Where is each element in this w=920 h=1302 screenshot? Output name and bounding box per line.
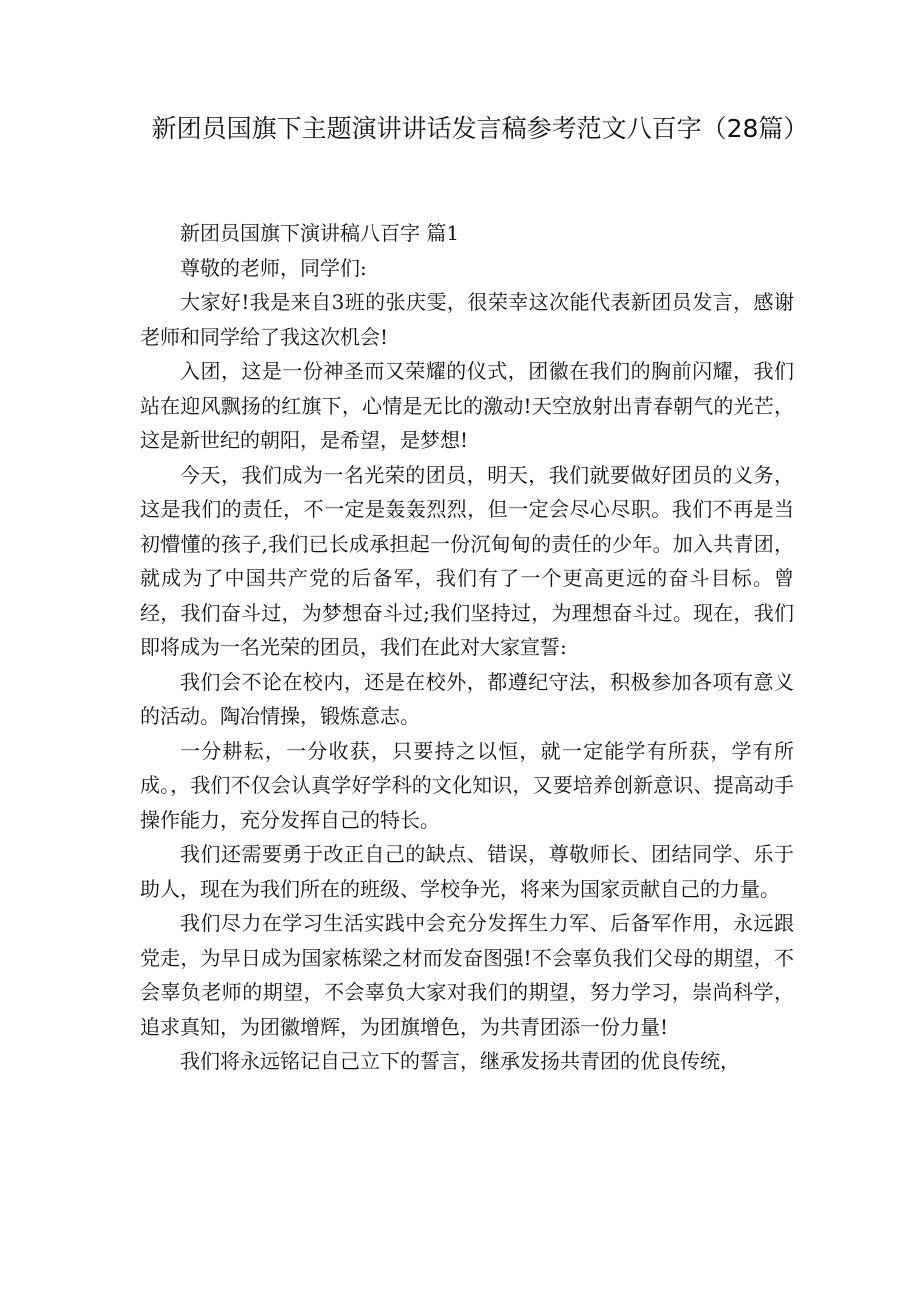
paragraph: 我们还需要勇于改正自己的缺点、错误，尊敬师长、团结同学、乐于助人，现在为我们所在的班级、学校争光，将来为国家贡献自己的力量。 (140, 842, 794, 901)
document-body (140, 216, 794, 1079)
paragraph: 入团，这是一份神圣而又荣耀的仪式，团徽在我们的胸前闪耀，我们站在迎风飘扬的红旗下，心情是无比的激动!天空放射出青春朝气的光芒，这是新世纪的朝阳，是希望，是梦想! (140, 359, 794, 452)
paragraph: 大家好!我是来自3班的张庆雯，很荣幸这次能代表新团员发言，感谢老师和同学给了我这次机会! (140, 290, 794, 349)
section-heading: 新团员国旗下演讲稿八百字 篇1 (180, 221, 460, 245)
paragraph: 我们尽力在学习生活实践中会充分发挥生力军、后备军作用，永远跟党走，为早日成为国家栋梁之材而发奋图强!不会辜负我们父母的期望，不会辜负老师的期望，不会辜负大家对我们的期望，努力学习，崇尚科学，追求真知，为团徽增辉，为团旗增色，为共青团添一份力量! (140, 911, 794, 1039)
paragraph: 今天，我们成为一名光荣的团员，明天，我们就要做好团员的义务，这是我们的责任，不一定是轰轰烈烈，但一定会尽心尽职。我们不再是当初懵懂的孩子,我们已长成承担起一份沉甸甸的责任的少年。加入共青团，就成为了中国共产党的后备军，我们有了一个更高更远的奋斗目标。曾经，我们奋斗过，为梦想奋斗过;我们坚持过，为理想奋斗过。现在，我们即将成为一名光荣的团员，我们在此对大家宣誓: (140, 462, 794, 659)
salutation: 尊敬的老师，同学们: (180, 255, 367, 280)
document-title: 新团员国旗下主题演讲讲话发言稿参考范文八百字（28篇） (151, 114, 809, 143)
paragraph: 我们将永远铭记自己立下的誓言，继承发扬共青团的优良传统， (180, 1049, 740, 1073)
paragraph: 我们会不论在校内，还是在校外，都遵纪守法，积极参加各项有意义的活动。陶冶情操，锻炼意志。 (140, 669, 794, 728)
paragraph: 一分耕耘，一分收获，只要持之以恒，就一定能学有所获，学有所成。，我们不仅会认真学好学科的文化知识，又要培养创新意识、提高动手操作能力，充分发挥自己的特长。 (140, 738, 794, 832)
